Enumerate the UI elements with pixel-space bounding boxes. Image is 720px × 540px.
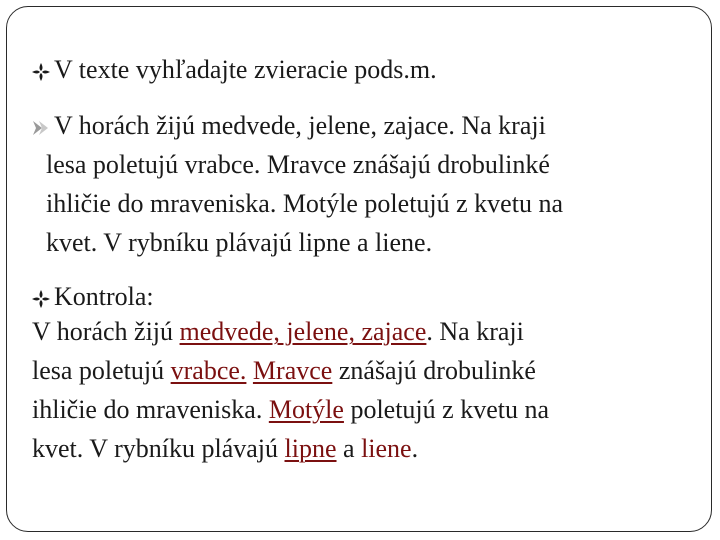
kontrola-l4-e: . — [411, 434, 419, 463]
diamond-bullet-icon — [30, 288, 52, 310]
highlight-mravce: Mravce — [252, 356, 333, 385]
task-text: V texte vyhľadajte zvieracie pods.m. — [54, 55, 437, 84]
exercise-text-4: kvet. V rybníku plávajú lipne a liene. — [46, 228, 433, 257]
highlight-lipne: lipne — [284, 434, 337, 463]
highlight-liene: liene — [361, 434, 412, 463]
kontrola-line-3 — [32, 397, 549, 423]
kontrola-l3-a: ihličie do mraveniska. — [32, 395, 269, 424]
kontrola-l1-a: V horách žijú — [32, 317, 180, 346]
highlight-vrabce: vrabce. — [170, 356, 247, 385]
kontrola-l3-c: poletujú z kvetu na — [343, 395, 549, 424]
highlight-animals-1: medvede, jelene, zajace — [179, 317, 427, 346]
kontrola-l1-c: . Na kraji — [426, 317, 524, 346]
kontrola-l4-c: a — [336, 434, 362, 463]
kontrola-line-1 — [32, 319, 524, 345]
exercise-text-1: V horách žijú medvede, jelene, zajace. Na kraji — [54, 111, 546, 140]
kontrola-l4-a: kvet. V rybníku plávajú — [32, 434, 285, 463]
exercise-line-4 — [46, 230, 432, 256]
arrow-bullet-icon — [30, 117, 52, 139]
exercise-line-2 — [46, 152, 550, 178]
kontrola-heading — [30, 284, 154, 310]
exercise-line-1 — [30, 113, 546, 139]
kontrola-l2-e: znášajú drobulinké — [332, 356, 536, 385]
kontrola-heading-text: Kontrola: — [54, 282, 154, 311]
exercise-text-2: lesa poletujú vrabce. Mravce znášajú drobulinké — [46, 150, 550, 179]
highlight-motyle: Motýle — [268, 395, 344, 424]
kontrola-l2-a: lesa poletujú — [32, 356, 171, 385]
diamond-bullet-icon — [30, 61, 52, 83]
task-line — [30, 57, 437, 83]
kontrola-line-2 — [32, 358, 536, 384]
exercise-text-3: ihličie do mraveniska. Motýle poletujú z kvetu na — [46, 189, 563, 218]
exercise-line-3 — [46, 191, 563, 217]
kontrola-line-4 — [32, 436, 418, 462]
